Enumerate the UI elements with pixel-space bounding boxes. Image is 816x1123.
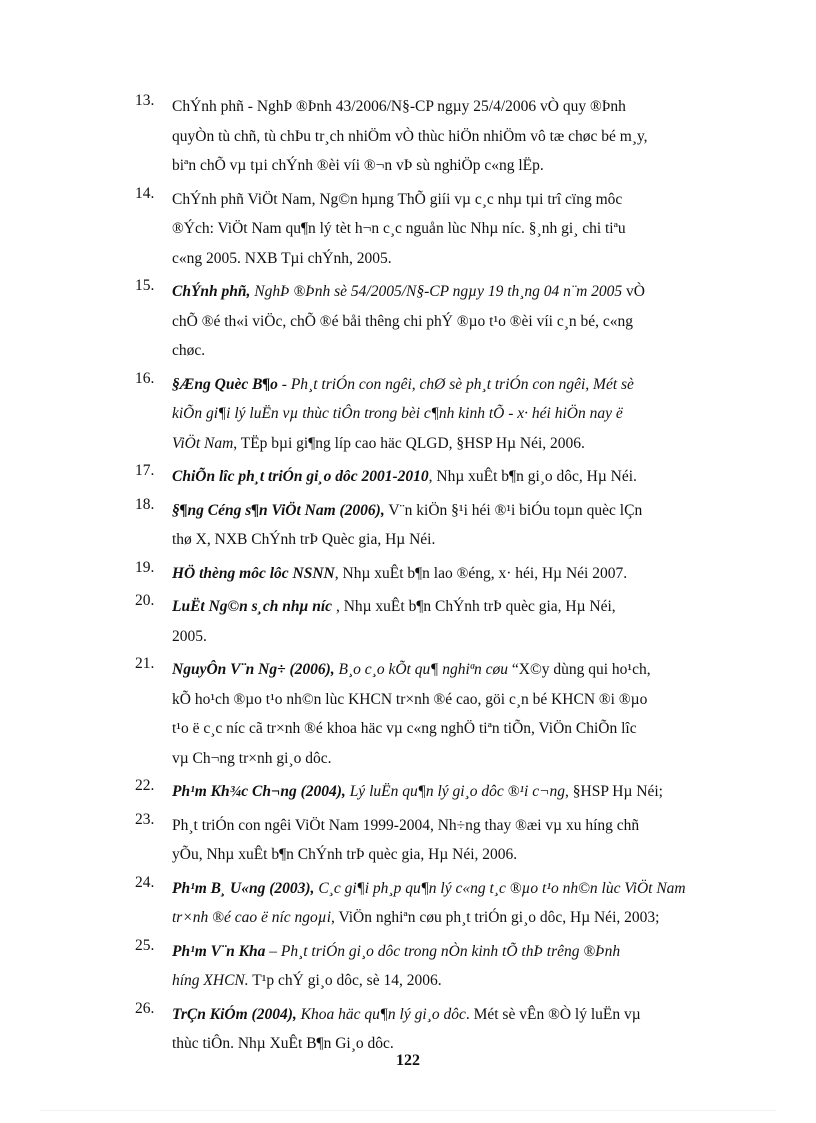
reference-line <box>172 874 732 904</box>
reference-title: NghÞ ®Þnh sè 54/2005/N§-CP ngµy 19 th¸ng 04 n¨m 2005 <box>254 283 623 300</box>
reference-segment: chøc. <box>172 342 206 359</box>
reference-line <box>172 903 732 933</box>
reference-segment: biªn chÕ vµ tµi chÝnh ®èi víi ®¬n vÞ sù nghiÖp c«ng lËp. <box>172 157 544 174</box>
reference-item <box>0 655 816 773</box>
reference-line <box>172 307 732 337</box>
reference-segment: quyÒn tù chñ, tù chÞu tr¸ch nhiÖm vÒ thùc hiÖn nhiÖm vô tæ chøc bé m¸y, <box>172 127 648 145</box>
reference-line <box>172 429 732 459</box>
reference-title: tr×nh ®é cao ë níc ngoµi <box>172 909 332 926</box>
reference-segment: V¨n kiÖn §¹i héi ®¹i biÓu toµn quèc lÇn <box>384 501 643 519</box>
reference-text <box>172 811 732 870</box>
reference-text <box>172 185 732 274</box>
reference-item <box>0 1000 816 1059</box>
reference-segment: Ph¸t triÓn con ngêi ViÖt Nam 1999-2004, Nh÷ng thay ®æi vµ xu híng chñ <box>172 816 640 834</box>
reference-item <box>0 185 816 274</box>
reference-segment: 2005. <box>172 627 207 645</box>
reference-line <box>172 622 732 652</box>
reference-text <box>172 277 732 366</box>
reference-line <box>172 714 732 744</box>
reference-title: Lý luËn qu¶n lý gi¸o dôc ®¹i c¬ng <box>345 783 566 800</box>
reference-title: – Ph¸t triÓn gi¸o dôc trong nÒn kinh tÕ thÞ trêng ®Þnh <box>265 942 621 960</box>
reference-line <box>172 937 732 967</box>
reference-number: 24. <box>135 873 155 891</box>
reference-segment: vµ Ch¬ng tr×nh gi¸o dôc. <box>172 749 332 767</box>
reference-segment: ChÝnh phñ - NghÞ ®Þnh 43/2006/N§-CP ngµy 25/4/2006 vÒ quy ®Þnh <box>172 98 626 115</box>
reference-segment: vÒ <box>622 283 645 300</box>
reference-text <box>172 874 732 933</box>
reference-segment: chÕ ®é th«i viÖc, chÕ ®é båi thêng chi phÝ ®µo t¹o ®èi víi c¸n bé, c«ng <box>172 312 633 330</box>
reference-segment: thùc tiÔn. Nhµ XuÊt B¶n Gi¸o dôc. <box>172 1035 394 1052</box>
reference-segment: t¹o ë c¸c níc cã tr×nh ®é khoa häc vµ c«ng nghÖ tiªn tiÕn, ViÖn ChiÕn lîc <box>172 720 637 737</box>
reference-text <box>172 370 732 459</box>
reference-segment: T¹p chÝ gi¸o dôc, sè 14, 2006. <box>248 972 442 989</box>
reference-text <box>172 462 732 492</box>
reference-author: Ph¹m B¸ U«ng (2003), <box>172 879 315 897</box>
reference-item <box>0 874 816 933</box>
reference-author: ChÝnh phñ, <box>172 283 255 300</box>
reference-line <box>172 185 732 215</box>
reference-segment: ChÝnh phñ ViÖt Nam, Ng©n hµng ThÕ giíi vµ c¸c nhµ tµi trî cïng môc <box>172 190 623 208</box>
reference-item <box>0 370 816 459</box>
reference-text <box>172 496 732 555</box>
reference-line <box>172 122 732 152</box>
reference-author: HÖ thèng môc lôc NSNN <box>172 564 335 582</box>
reference-number: 14. <box>135 184 155 202</box>
reference-text <box>172 777 732 807</box>
reference-number: 22. <box>135 777 155 794</box>
reference-line <box>172 336 732 366</box>
reference-line <box>172 777 732 807</box>
reference-author: TrÇn KiÓm (2004), <box>172 1005 297 1023</box>
reference-line <box>172 655 732 685</box>
reference-number: 23. <box>135 810 155 828</box>
reference-number: 21. <box>135 655 155 672</box>
reference-segment: kÕ ho¹ch ®µo t¹o nh©n lùc KHCN tr×nh ®é cao, göi c¸n bé KHCN ®i ®µo <box>172 690 648 708</box>
reference-text <box>172 92 732 181</box>
reference-number: 26. <box>135 999 155 1017</box>
reference-segment: yÕu, Nhµ xuÊt b¶n ChÝnh trÞ quèc gia, Hµ Néi, 2006. <box>172 846 518 863</box>
reference-line <box>172 525 732 555</box>
reference-segment: , Nhµ xuÊt b¶n ChÝnh trÞ quèc gia, Hµ Néi, <box>332 598 616 615</box>
reference-title: - Ph¸t triÓn con ngêi, chØ sè ph¸t triÓn con ngêi, Mét sè <box>277 375 634 393</box>
reference-line <box>172 214 732 244</box>
reference-segment: ®Ých: ViÖt Nam qu¶n lý tèt h¬n c¸c nguån lùc Nhµ níc. §¸nh gi¸ chi tiªu <box>172 220 626 237</box>
reference-line <box>172 592 732 622</box>
reference-text <box>172 1000 732 1059</box>
reference-line <box>172 277 732 307</box>
reference-line <box>172 399 732 429</box>
reference-text <box>172 559 732 589</box>
reference-line <box>172 92 732 122</box>
page-number: 122 <box>396 1052 420 1069</box>
reference-line <box>172 496 732 526</box>
reference-line <box>172 744 732 774</box>
reference-item <box>0 811 816 870</box>
reference-segment: thø X, NXB ChÝnh trÞ Quèc gia, Hµ Néi. <box>172 531 436 548</box>
reference-list <box>0 92 816 1063</box>
reference-author: Ph¹m V¨n Kha <box>172 942 266 960</box>
reference-line <box>172 151 732 181</box>
reference-line <box>172 811 732 841</box>
reference-item <box>0 937 816 996</box>
reference-segment: c«ng 2005. NXB Tµi chÝnh, 2005. <box>172 249 392 267</box>
reference-number: 16. <box>135 369 155 387</box>
reference-segment: , Nhµ xuÊt b¶n gi¸o dôc, Hµ Néi. <box>428 468 637 485</box>
reference-item <box>0 592 816 651</box>
reference-number: 25. <box>135 936 155 954</box>
reference-line <box>172 370 732 400</box>
reference-item <box>0 559 816 589</box>
reference-line <box>172 966 732 996</box>
reference-segment: . Mét sè vÊn ®Ò lý luËn vµ <box>465 1005 641 1023</box>
reference-title: híng XHCN. <box>172 972 249 989</box>
reference-line <box>172 244 732 274</box>
reference-text <box>172 655 732 773</box>
reference-text <box>172 937 732 996</box>
reference-item <box>0 92 816 181</box>
reference-item <box>0 277 816 366</box>
reference-segment: , ViÖn nghiªn cøu ph¸t triÓn gi¸o dôc, Hµ Néi, 2003; <box>331 909 660 926</box>
reference-line <box>172 685 732 715</box>
reference-author: LuËt Ng©n s¸ch nhµ níc <box>172 598 333 615</box>
reference-item <box>0 462 816 492</box>
reference-number: 13. <box>135 92 155 109</box>
reference-line <box>172 840 732 870</box>
reference-item <box>0 496 816 555</box>
reference-author: §Æng Quèc B¶o <box>172 375 278 393</box>
reference-title: C¸c gi¶i ph¸p qu¶n lý c«ng t¸c ®µo t¹o nh©n lùc ViÖt Nam <box>314 879 686 897</box>
reference-segment: “X©y dùng qui ho¹ch, <box>508 661 651 678</box>
reference-text <box>172 592 732 651</box>
reference-title: ViÖt Nam <box>172 434 234 452</box>
reference-line <box>172 462 732 492</box>
reference-title: B¸o c¸o kÕt qu¶ nghiªn cøu <box>334 661 509 678</box>
reference-number: 17. <box>135 462 155 479</box>
reference-author: Ph¹m Kh¾c Ch¬ng (2004), <box>172 783 346 800</box>
reference-author: NguyÔn V¨n Ng÷ (2006), <box>172 661 335 678</box>
reference-number: 19. <box>135 558 155 576</box>
page-edge-line <box>40 1110 776 1111</box>
reference-number: 18. <box>135 495 155 513</box>
reference-title: Khoa häc qu¶n lý gi¸o dôc <box>296 1005 466 1023</box>
reference-number: 20. <box>135 592 155 609</box>
reference-line <box>172 559 732 589</box>
reference-author: ChiÕn lîc ph¸t triÓn gi¸o dôc 2001-2010 <box>172 468 429 485</box>
reference-author: §¶ng Céng s¶n ViÖt Nam (2006), <box>172 501 385 519</box>
reference-title: kiÕn gi¶i lý luËn vµ thùc tiÔn trong bèi c¶nh kinh tÕ - x· héi hiÖn nay ë <box>172 405 623 422</box>
reference-line <box>172 1000 732 1030</box>
reference-item <box>0 777 816 807</box>
reference-number: 15. <box>135 277 155 294</box>
reference-segment: , TËp bµi gi¶ng líp cao häc QLGD, §HSP Hµ Néi, 2006. <box>233 434 585 452</box>
reference-segment: , Nhµ xuÊt b¶n lao ®éng, x· héi, Hµ Néi 2007. <box>334 564 628 582</box>
reference-segment: , §HSP Hµ Néi; <box>565 783 663 800</box>
